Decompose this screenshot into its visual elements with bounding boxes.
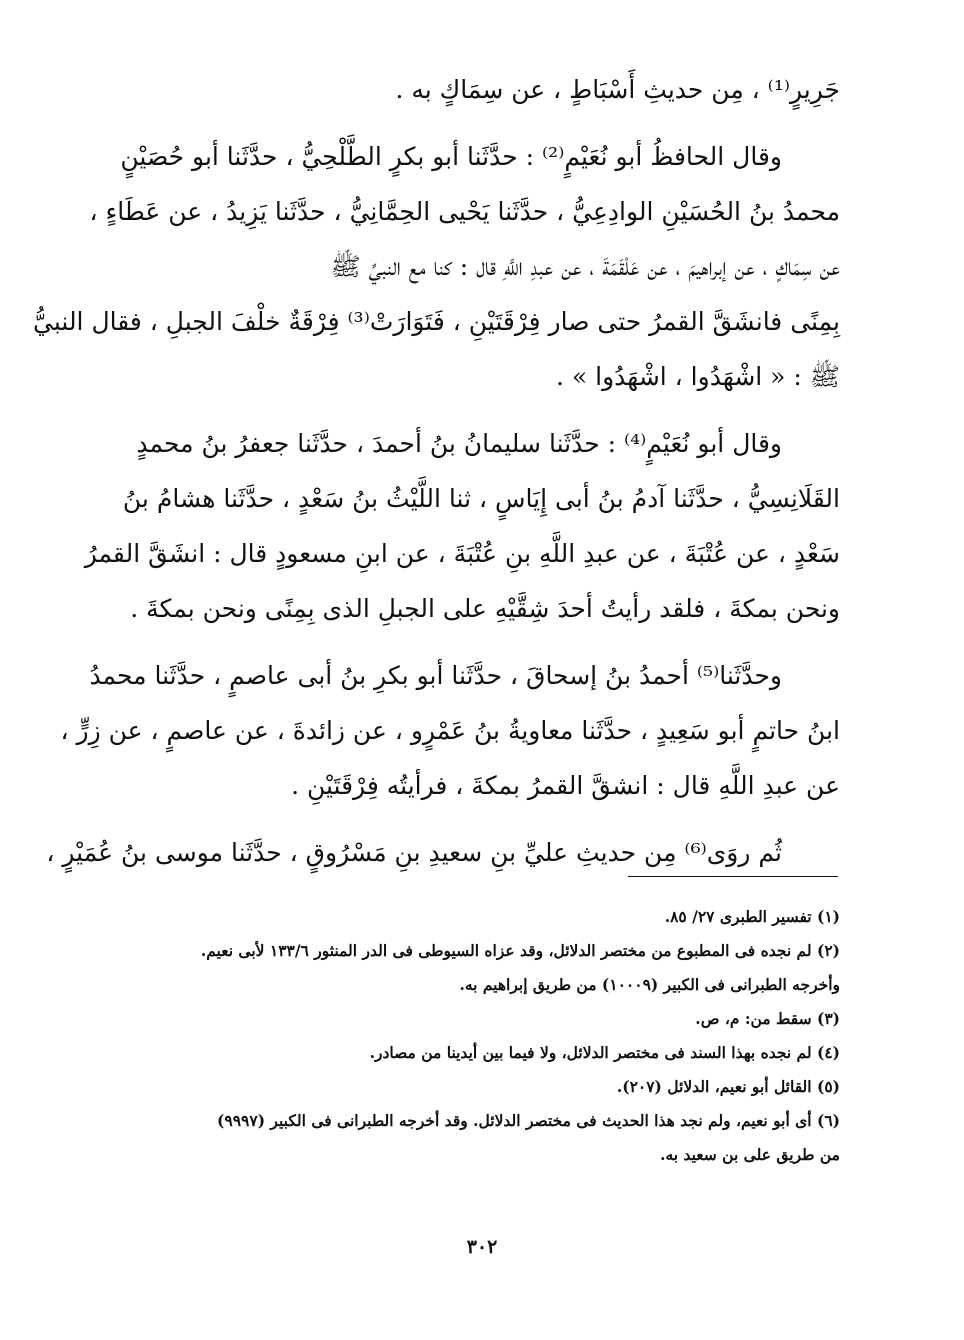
footnote-1: (١) تفسير الطبرى ٢٧/ ٨٥. bbox=[664, 907, 840, 926]
text-line: بِمِنًى فانشَقَّ القمرُ حتى صار فِرْقَتَيْنِ ، فَتَوَارَتْ⁽³⁾ فِرْقَةٌ خلْفَ الجبلِ ، فقال النبيُّ bbox=[33, 307, 840, 336]
text-line: وقال الحافظُ أبو نُعَيْمٍ⁽²⁾ : حدَّثَنا أبو بكرٍ الطَّلْحِيُّ ، حدَّثَنا أبو حُصَيْنٍ bbox=[120, 142, 782, 171]
footnotes bbox=[118, 900, 840, 1172]
footnote-2: (٢) لم نجده فى المطبوع من مختصر الدلائل، وقد عزاه السيوطى فى الدر المنثور ١٣٣/٦ لأبى نعيم. bbox=[200, 941, 840, 960]
text-line: جَرِيرٍ⁽¹⁾ ، مِن حديثِ أَسْبَاطٍ ، عن سِمَاكٍ به . bbox=[395, 75, 840, 104]
footnote-2-continued: وأخرجه الطبرانى فى الكبير (١٠٠٠٩) من طريق إبراهيم به. bbox=[459, 975, 840, 994]
paragraph-5 bbox=[46, 825, 840, 880]
text-line: عن عبدِ اللَّهِ قال : انشقَّ القمرُ بمكةَ ، فرأيتُه فِرْقَتَيْنِ . bbox=[291, 771, 840, 800]
text-line: عن سِمَاكٍ ، عن إبراهيمَ ، عن عَلْقَمَةَ ، عن عبدِ اللَّهِ قال : كنا مع النبيِّ ﷺ bbox=[330, 252, 840, 281]
page-number: ٣٠٢ bbox=[466, 1236, 498, 1258]
paragraph-1 bbox=[118, 62, 840, 117]
text-line: ونحن بمكةَ ، فلقد رأيتُ أحدَ شِقَّيْهِ على الجبلِ الذى بِمِنًى ونحن بمكةَ . bbox=[130, 594, 840, 623]
footnote-4: (٤) لم نجده بهذا السند فى مختصر الدلائل، ولا فيما بين أيدينا من مصادر. bbox=[369, 1043, 840, 1062]
footnote-separator bbox=[628, 876, 838, 877]
footnote-6: (٦) أى أبو نعيم، ولم نجد هذا الحديث فى مختصر الدلائل. وقد أخرجه الطبرانى فى الكبير (٩٩٩٧) bbox=[217, 1111, 840, 1130]
text-line: وحدَّثَنا⁽⁵⁾ أحمدُ بنُ إسحاقَ ، حدَّثَنا أبو بكرِ بنُ أبى عاصمٍ ، حدَّثَنا محمدُ bbox=[89, 661, 782, 690]
text-line: وقال أبو نُعَيْمٍ⁽⁴⁾ : حدَّثَنا سليمانُ بنُ أحمدَ ، حدَّثَنا جعفرُ بنُ محمدٍ bbox=[136, 429, 782, 458]
text-line: القَلَانِسِيُّ ، حدَّثَنا آدمُ بنُ أبى إِيَاسٍ ، ثنا اللَّيْثُ بنُ سَعْدٍ ، حدَّثَنا هشامُ بنُ bbox=[122, 484, 840, 513]
paragraph-4 bbox=[60, 648, 840, 813]
text-line: ابنُ حاتمٍ أبو سَعِيدٍ ، حدَّثَنا معاويةُ بنُ عَمْرٍو ، عن زائدةَ ، عن عاصمٍ ، عن زِرٍّ ، bbox=[60, 716, 840, 745]
footnote-3: (٣) سقط من: م، ص. bbox=[695, 1009, 840, 1028]
text-line: سَعْدٍ ، عن عُتْبَةَ ، عن عبدِ اللَّهِ بنِ عُتْبَةَ ، عن ابنِ مسعودٍ قال : انشَقَّ القمرُ bbox=[84, 539, 840, 568]
text-line: محمدُ بنُ الحُسَيْنِ الوادِعِيُّ ، حدَّثَنا يَحْيى الحِمَّانِيُّ ، حدَّثَنا يَزِيدُ ، عن عَطَاءٍ ، bbox=[89, 197, 840, 226]
footnote-5: (٥) القائل أبو نعيم، الدلائل (٢٠٧). bbox=[616, 1077, 840, 1096]
paragraph-3 bbox=[84, 416, 840, 636]
paragraph-2 bbox=[33, 129, 840, 404]
main-text bbox=[33, 62, 840, 892]
footnote-6-continued: من طريق على بن سعيد به. bbox=[660, 1145, 840, 1164]
text-line: ﷺ : « اشْهَدُوا ، اشْهَدُوا » . bbox=[556, 362, 840, 391]
text-line: ثُم روَى⁽⁶⁾ مِن حديثِ عليِّ بنِ سعيدِ بنِ مَسْرُوقٍ ، حدَّثَنا موسى بنُ عُمَيْرٍ ، bbox=[46, 838, 782, 867]
